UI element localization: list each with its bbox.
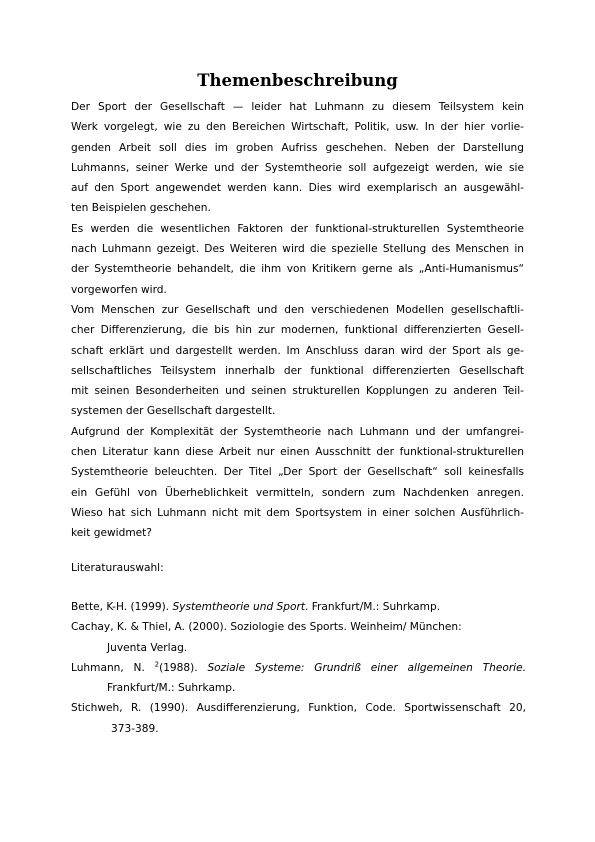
- reference-text: Bette, K-H. (1999).: [71, 601, 173, 613]
- text-line: keit gewidmet?: [71, 527, 152, 540]
- page-title: Themenbeschreibung: [197, 71, 398, 90]
- reference-text: Luhmann, N.: [71, 661, 155, 674]
- paragraph-1: [71, 97, 524, 219]
- literature-heading: Literaturauswahl:: [71, 562, 164, 574]
- text-line: Wieso hat sich Luhmann nicht mit dem Sportsystem in einer solchen Ausführlich-: [71, 506, 524, 519]
- text-line: Systemtheorie beleuchten. Der Titel „Der Sport der Gesellschaft“ soll keinesfalls: [71, 466, 524, 479]
- text-line: chen Literatur kann diese Arbeit nur einen Ausschnitt der funktional-strukturellen: [71, 446, 524, 459]
- reference-list: [71, 597, 526, 739]
- paragraph-3: [71, 300, 524, 422]
- text-line: ten Beispielen geschehen.: [71, 202, 211, 215]
- text-line: mit seinen Besonderheiten und seinen strukturellen Kopplungen zu anderen Teil-: [71, 385, 524, 398]
- edition-superscript: 2: [154, 660, 160, 669]
- reference-continuation: 373-389.: [111, 722, 159, 735]
- text-line: cher Differenzierung, die bis hin zur modernen, funktional differenzierten Gesell-: [71, 324, 524, 337]
- reference-text: Stichweh, R. (1990). Ausdifferenzierung, Funktion, Code. Sportwissenschaft 20,: [71, 702, 526, 715]
- text-line: der Systemtheorie behandelt, die ihm von Kritikern gerne als „Anti-Humanismus“: [71, 263, 524, 276]
- reference-item: [71, 617, 526, 658]
- reference-text: (1988).: [159, 661, 208, 674]
- reference-text: Cachay, K. & Thiel, A. (2000). Soziologie des Sports. Weinheim/ München:: [71, 621, 462, 634]
- text-line: vorgeworfen wird.: [71, 283, 167, 296]
- paragraph-2: [71, 219, 524, 300]
- paragraph-4: [71, 422, 524, 544]
- reference-continuation: Frankfurt/M.: Suhrkamp.: [107, 682, 236, 695]
- reference-text: . Frankfurt/M.: Suhrkamp.: [305, 601, 441, 613]
- reference-continuation: Juventa Verlag.: [107, 641, 188, 654]
- text-line: Luhmanns, seiner Werke und der Systemtheorie soll aufgezeigt werden, wie sie: [71, 161, 524, 174]
- text-line: schaft erklärt und dargestellt werden. Im Anschluss daran wird der Sport als ge-: [71, 344, 524, 357]
- reference-item: [71, 698, 526, 739]
- text-line: Aufgrund der Komplexität der Systemtheorie nach Luhmann und der umfangrei-: [71, 425, 524, 438]
- text-line: nach Luhmann gezeigt. Des Weiteren wird die spezielle Stellung des Menschen in: [71, 243, 524, 256]
- reference-title: Systemtheorie und Sport: [172, 601, 305, 613]
- text-line: systemen der Gesellschaft dargestellt.: [71, 405, 276, 418]
- text-line: Vom Menschen zur Gesellschaft und den verschiedenen Modellen gesellschaftli-: [71, 303, 524, 316]
- text-line: auf den Sport angewendet werden kann. Dies wird exemplarisch an ausgewähl-: [71, 182, 524, 195]
- text-line: Der Sport der Gesellschaft — leider hat Luhmann zu diesem Teilsystem kein: [71, 101, 524, 113]
- reference-title: Soziale Systeme: Grundriß einer allgemeinen Theorie.: [207, 661, 527, 674]
- text-line: Es werden die wesentlichen Faktoren der funktional-strukturellen Systemtheorie: [71, 222, 524, 235]
- text-line: Werk vorgelegt, wie zu den Bereichen Wirtschaft, Politik, usw. In der hier vorlie-: [71, 121, 524, 134]
- text-line: ein Gefühl von Überheblichkeit vermitteln, sondern zum Nachdenken anregen.: [71, 486, 524, 499]
- text-line: sellschaftliches Teilsystem innerhalb der funktional differenzierten Gesellschaft: [71, 364, 524, 377]
- reference-line: [71, 658, 526, 678]
- reference-item: [71, 597, 526, 617]
- text-line: genden Arbeit soll dies im groben Aufriss geschehen. Neben der Darstellung: [71, 141, 524, 154]
- reference-item: [71, 658, 526, 699]
- body-text: [71, 97, 524, 544]
